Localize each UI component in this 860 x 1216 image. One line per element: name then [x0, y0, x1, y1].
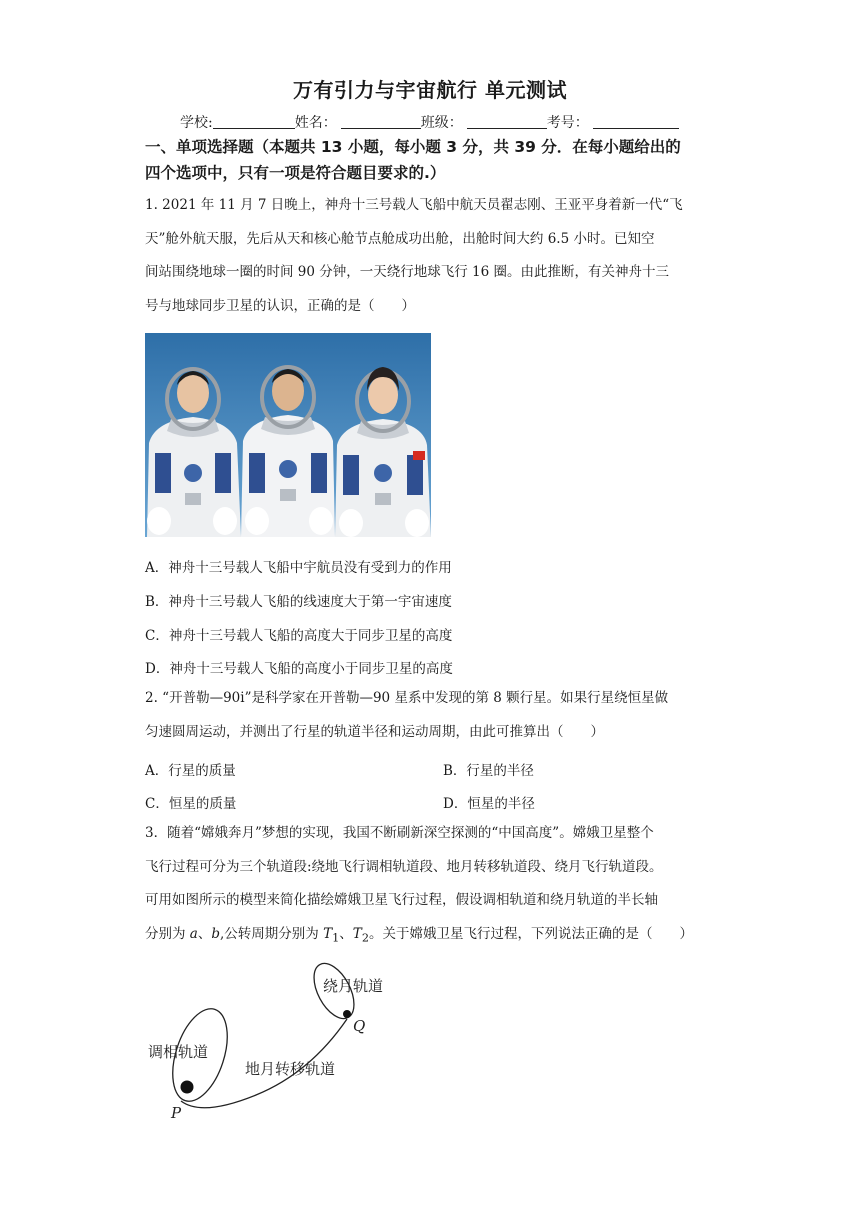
phase-orbit-label: 调相轨道 [148, 1043, 209, 1061]
question-2-option-c[interactable]: C．恒星的质量 [145, 796, 237, 812]
sub-2: 2 [361, 931, 369, 945]
question-2-option-d[interactable]: D．恒星的半径 [443, 796, 535, 812]
question-2-stem [145, 682, 720, 749]
q3-text-b: ,公转周期分别为 [220, 925, 324, 942]
question-2-option-a[interactable]: A．行星的质量 [145, 763, 236, 779]
section-heading [145, 134, 725, 186]
var-t1: T [323, 925, 333, 942]
school-blank[interactable] [213, 114, 295, 129]
question-3-line-3: 可用如图所示的模型来简化描绘嫦娥卫星飞行过程，假设调相轨道和绕月轨道的半长轴 [145, 892, 658, 908]
sub-1: 1 [332, 931, 340, 945]
q3-text-a: 分别为 [145, 925, 190, 942]
var-a: a [189, 925, 198, 942]
exam-no-blank[interactable] [593, 114, 679, 129]
q3-sep-2: 、 [339, 925, 353, 942]
earth-dot [181, 1081, 194, 1094]
point-q-label: Q [353, 1017, 366, 1035]
question-1-line-2: 天”舱外航天服，先后从天和核心舱节点舱成功出舱，出舱时间大约 6.5 小时。已知空 [145, 230, 655, 247]
question-3-line-1: 3．随着“嫦娥奔月”梦想的实现，我国不断刷新深空探测的“中国高度”。嫦娥卫星整个 [145, 825, 654, 841]
point-p-label: P [171, 1104, 182, 1122]
q3-sep-1: 、 [197, 925, 212, 942]
question-1-option-a[interactable]: A．神舟十三号载人飞船中宇航员没有受到力的作用 [145, 560, 452, 576]
question-2-line-1: 2. “开普勒—90i”是科学家在开普勒—90 星系中发现的第 8 颗行星。如果行星绕恒星做 [145, 690, 669, 706]
question-1-option-d[interactable]: D．神舟十三号载人飞船的高度小于同步卫星的高度 [145, 661, 453, 677]
question-1-line-4: 号与地球同步卫星的认识，正确的是（ ） [145, 297, 415, 314]
question-3-line-4 [145, 918, 720, 955]
question-1-option-c[interactable]: C．神舟十三号载人飞船的高度大于同步卫星的高度 [145, 628, 453, 644]
var-b: b [211, 925, 221, 942]
exam-no-label: 考号： [546, 115, 589, 131]
question-1-line-3: 间站围绕地球一圈的时间 90 分钟，一天绕行地球飞行 16 圈。由此推断，有关神舟十三 [145, 264, 670, 280]
moon-dot [343, 1010, 351, 1018]
section-heading-line-2: 四个选项中，只有一项是符合题目要求的.） [145, 164, 446, 182]
student-info-line [180, 112, 679, 132]
name-blank[interactable] [341, 114, 421, 129]
page-title: 万有引力与宇宙航行 单元测试 [293, 78, 567, 102]
transfer-orbit-label: 地月转移轨道 [245, 1060, 336, 1078]
question-3-stem [145, 817, 720, 955]
question-3-line-2: 飞行过程可分为三个轨道段:绕地飞行调相轨道段、地月转移轨道段、绕月飞行轨道段。 [145, 858, 663, 875]
class-label: 班级： [420, 115, 463, 131]
name-label: 姓名： [294, 115, 337, 131]
question-2-option-b[interactable]: B．行星的半径 [443, 763, 534, 779]
orbit-diagram [140, 955, 410, 1125]
question-1-stem [145, 189, 720, 323]
var-t2: T [352, 925, 362, 942]
q3-text-c: 。关于嫦娥卫星飞行过程，下列说法正确的是（ ） [368, 925, 693, 942]
moon-orbit-label: 绕月轨道 [323, 977, 384, 995]
school-label: 学校: [180, 115, 213, 131]
question-1-option-b[interactable]: B．神舟十三号载人飞船的线速度大于第一宇宙速度 [145, 594, 452, 610]
class-blank[interactable] [467, 114, 547, 129]
question-1-line-1: 1. 2021 年 11 月 7 日晚上，神舟十三号载人飞船中航天员翟志刚、王亚平身着新一代“飞 [145, 197, 683, 213]
question-2-line-2: 匀速圆周运动，并测出了行星的轨道半径和运动周期，由此可推算出（ ） [145, 723, 604, 740]
section-heading-line-1: 一、单项选择题（本题共 13 小题，每小题 3 分，共 39 分．在每小题给出的 [145, 138, 681, 156]
astronauts-photo [145, 333, 431, 537]
